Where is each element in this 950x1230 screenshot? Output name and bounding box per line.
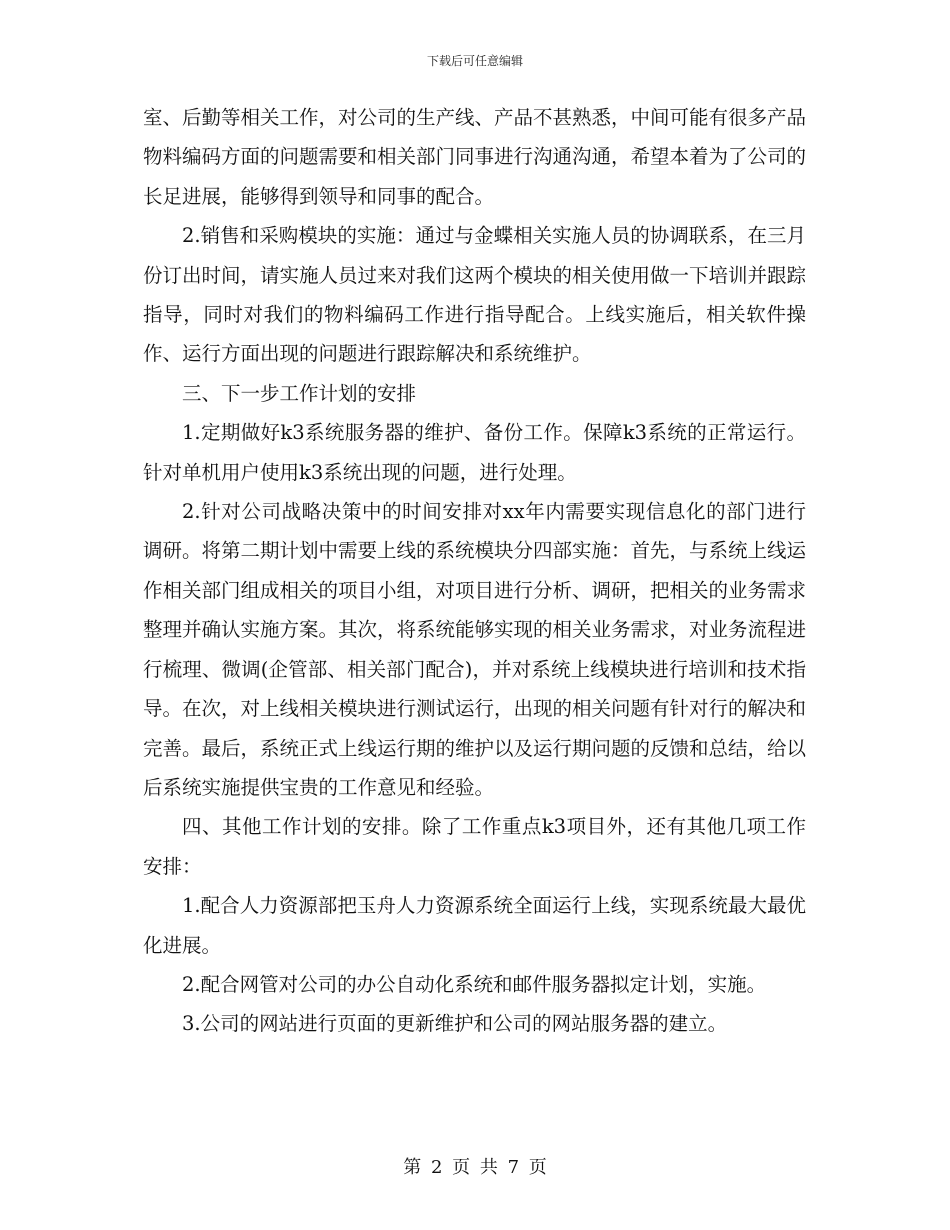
paragraph-office-automation: 2.配合网管对公司的办公自动化系统和邮件服务器拟定计划，实施。 [182, 972, 767, 996]
paragraph-continuation: 室、后勤等相关工作，对公司的生产线、产品不甚熟悉，中间可能有很多产品物料编码方面的问题需要和相关部门同事进行沟通沟通，希望本着为了公司的长足进展，能够得到领导和同事的配合。 [143, 106, 807, 208]
paragraph-website-update: 3.公司的网站进行页面的更新维护和公司的网站服务器的建立。 [182, 1012, 728, 1036]
section-heading-next-plan: 三、下一步工作计划的安排 [182, 381, 417, 405]
page-header: 下载后可任意编辑 [426, 54, 523, 68]
paragraph-server-maintenance: 1.定期做好k3系统服务器的维护、备份工作。保障k3系统的正常运行。针对单机用户使用k3系统出现的问题，进行处理。 [143, 421, 806, 484]
paragraph-hr-system: 1.配合人力资源部把玉舟人力资源系统全面运行上线，实现系统最大最优化进展。 [143, 894, 806, 957]
paragraph-sales-purchase-module: 2.销售和采购模块的实施：通过与金蝶相关实施人员的协调联系，在三月份订出时间，请实施人员过来对我们这两个模块的相关使用做一下培训并跟踪指导，同时对我们的物料编码工作进行指导配合。上线实施后，相关软件操作、运行方面出现的问题进行跟踪解决和系统维护。 [143, 224, 807, 366]
document-body [143, 98, 806, 1044]
page-number: 第 2 页 共 7 页 [403, 1157, 547, 1178]
paragraph-department-research: 2.针对公司战略决策中的时间安排对xx年内需要实现信息化的部门进行调研。将第二期计划中需要上线的系统模块分四部实施：首先，与系统上线运作相关部门组成相关的项目小组，对项目进行分析、调研，把相关的业务需求整理并确认实施方案。其次，将系统能够实现的相关业务需求，对业务流程进行梳理、微调(企管部、相关部门配合)，并对系统上线模块进行培训和技术指导。在次，对上线相关模块进行测试运行，出现的相关问题有针对行的解决和完善。最后，系统正式上线运行期的维护以及运行期问题的反馈和总结，给以后系统实施提供宝贵的工作意见和经验。 [143, 500, 807, 799]
section-heading-other-plans: 四、其他工作计划的安排。除了工作重点k3项目外，还有其他几项工作安排： [143, 815, 806, 878]
